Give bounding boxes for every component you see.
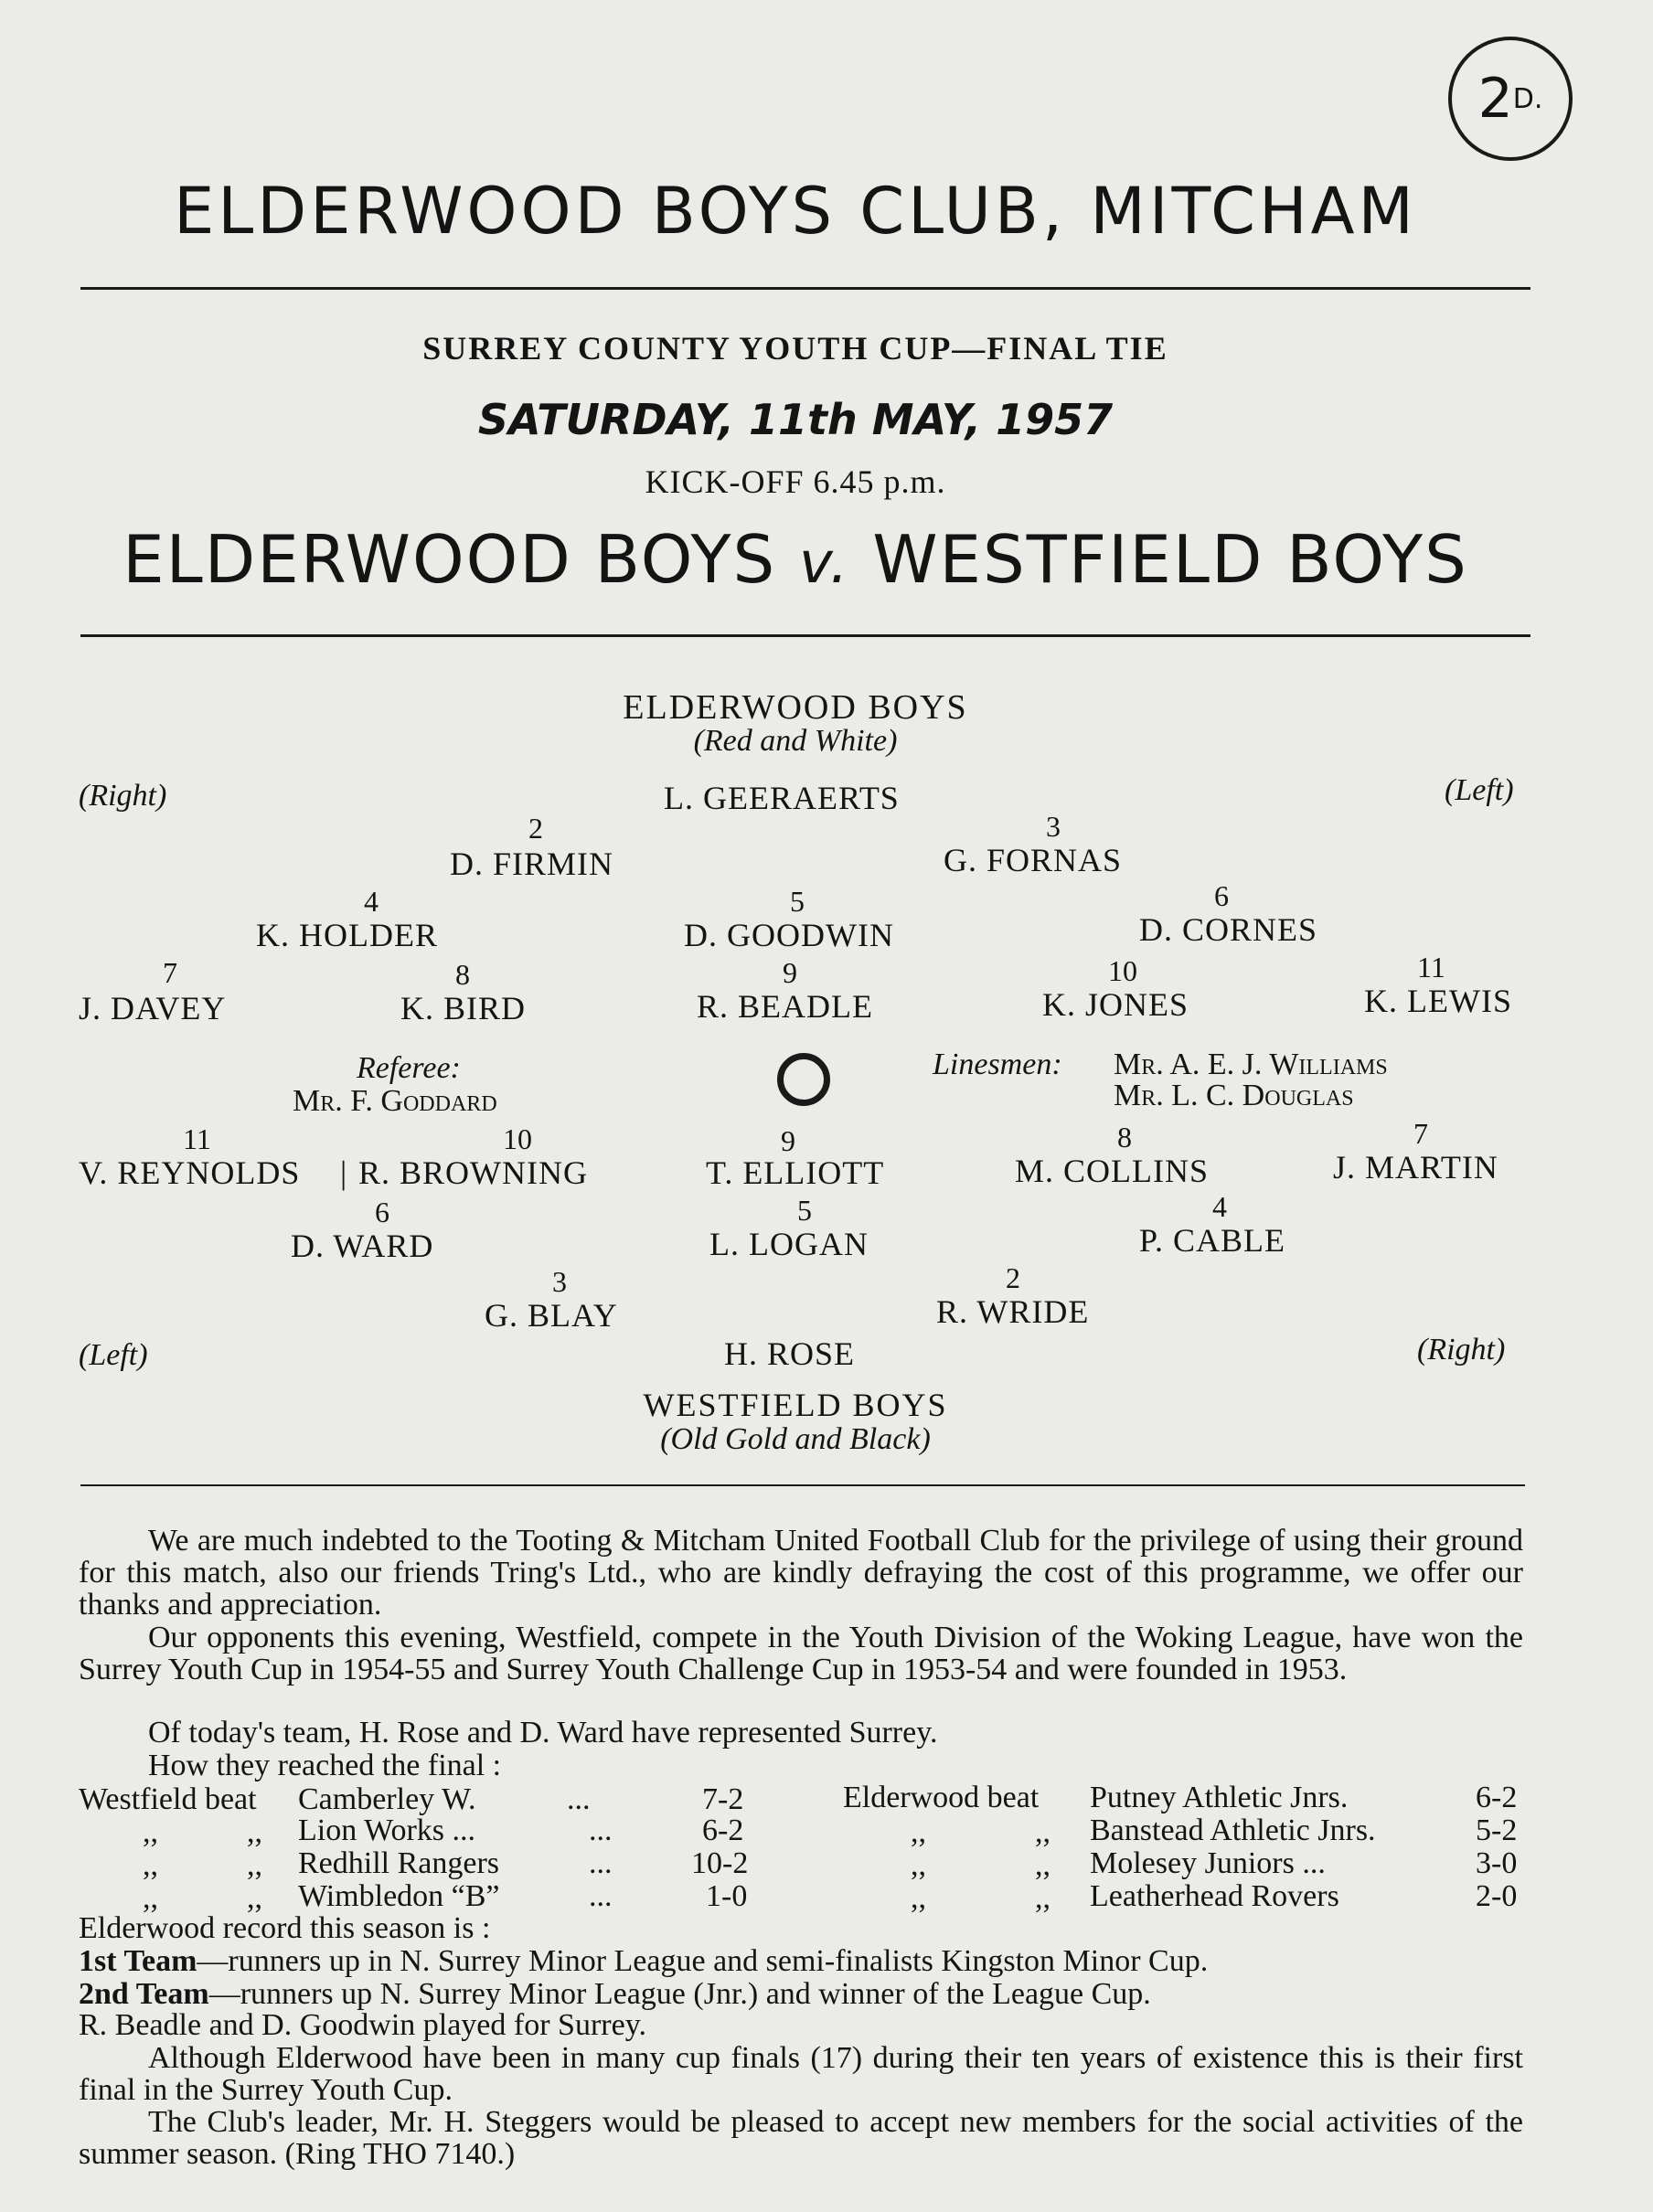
note-paragraph xyxy=(79,1622,1523,1686)
player-name: R. WRIDE xyxy=(936,1293,1090,1330)
player-number: 7 xyxy=(163,956,177,989)
westfield-left-label: (Left) xyxy=(79,1338,148,1372)
ditto: ,, xyxy=(143,1881,158,1915)
player-name: D. CORNES xyxy=(1139,911,1318,948)
note-text: The Club's leader, Mr. H. Steggers would be pleased to accept new members for the social activities of the summer season. (Ring THO 7140.) xyxy=(79,2105,1523,2171)
first-team-record xyxy=(79,1945,1208,1977)
player-name: G. BLAY xyxy=(485,1297,618,1334)
player-number: 3 xyxy=(1046,810,1061,843)
player-name: G. FORNAS xyxy=(944,842,1123,878)
player-name: K. HOLDER xyxy=(256,917,438,953)
result-team: Banstead Athletic Jnrs. xyxy=(1090,1813,1376,1847)
elderwood-left-label: (Left) xyxy=(1445,773,1514,807)
player-name: J. DAVEY xyxy=(79,990,227,1026)
ditto: ,, xyxy=(247,1881,262,1915)
result-score: 3-0 xyxy=(1476,1846,1518,1880)
second-team-text: —runners up N. Surrey Minor League (Jnr.) and winner of the League Cup. xyxy=(208,1977,1151,2011)
player-number: 10 xyxy=(1108,954,1137,987)
ditto: ,, xyxy=(911,1815,926,1849)
versus: v. xyxy=(799,529,850,596)
westfield-goalkeeper: H. ROSE xyxy=(724,1335,856,1372)
first-team-text: —runners up in N. Surrey Minor League and semi-finalists Kingston Minor Cup. xyxy=(197,1944,1209,1978)
player-number: 5 xyxy=(797,1194,812,1227)
result-team: Leatherhead Rovers xyxy=(1090,1879,1339,1913)
second-team-label: 2nd Team xyxy=(79,1977,209,2011)
player-number: 8 xyxy=(455,958,470,991)
linesman-1: Mr. A. E. J. Williams xyxy=(1114,1048,1388,1081)
result-score: 1-0 xyxy=(706,1879,748,1913)
ditto: ,, xyxy=(143,1815,158,1849)
match-date: SATURDAY, 11th MAY, 1957 xyxy=(477,395,1114,444)
player-name: K. LEWIS xyxy=(1364,983,1512,1019)
player-number: 6 xyxy=(375,1196,389,1228)
club-title: ELDERWOOD BOYS CLUB, MITCHAM xyxy=(174,174,1417,249)
price-badge xyxy=(1448,37,1573,161)
ditto: ,, xyxy=(247,1848,262,1882)
player-number: 11 xyxy=(1417,951,1445,984)
linesmen-label: Linesmen: xyxy=(933,1048,1062,1081)
referee-name: Mr. F. Goddard xyxy=(293,1084,497,1118)
player-number: 4 xyxy=(1212,1190,1227,1223)
result-team: Redhill Rangers xyxy=(298,1846,500,1880)
record-intro: Elderwood record this season is : xyxy=(79,1911,491,1945)
player-name: L. LOGAN xyxy=(709,1226,869,1262)
note-text: Our opponents this evening, Westfield, compete in the Youth Division of the Woking League, have won the Surrey Youth Cup in 1954-55 and Surrey Youth Challenge Cup in 1953-54 and were founded in 1953. xyxy=(79,1621,1523,1686)
player-name: K. BIRD xyxy=(400,990,527,1026)
elderwood-colours: (Red and White) xyxy=(693,724,898,758)
result-score: 10-2 xyxy=(691,1846,749,1880)
note-paragraph xyxy=(79,2106,1523,2170)
kickoff-time: KICK-OFF 6.45 p.m. xyxy=(645,463,946,500)
result-score: 2-0 xyxy=(1476,1879,1518,1913)
player-number: 5 xyxy=(790,885,805,918)
note-text: Although Elderwood have been in many cup finals (17) during their ten years of existence this is their first final in the Surrey Youth Cup. xyxy=(79,2041,1523,2107)
player-name: J. MARTIN xyxy=(1333,1149,1498,1186)
away-team: WESTFIELD BOYS xyxy=(872,521,1468,598)
result-score: 6-2 xyxy=(1476,1781,1518,1814)
player-name: D. FIRMIN xyxy=(450,845,614,882)
note-paragraph xyxy=(79,1525,1523,1621)
fixture-title xyxy=(0,521,1591,598)
result-score: 5-2 xyxy=(1476,1813,1518,1847)
player-name: M. COLLINS xyxy=(1015,1153,1210,1189)
player-number: 9 xyxy=(783,956,797,989)
westfield-colours: (Old Gold and Black) xyxy=(660,1422,931,1456)
player-number: 7 xyxy=(1413,1117,1428,1150)
note-paragraph: How they reached the final : xyxy=(148,1749,502,1782)
player-name: V. REYNOLDS xyxy=(79,1154,301,1191)
fixture-rule xyxy=(80,634,1530,637)
result-team: Camberley W. xyxy=(298,1782,476,1816)
dots: ... xyxy=(567,1782,591,1816)
elderwood-right-label: (Right) xyxy=(79,779,167,813)
ditto: ,, xyxy=(911,1848,926,1882)
ditto: ,, xyxy=(911,1881,926,1915)
player-name: P. CABLE xyxy=(1139,1222,1286,1259)
note-paragraph: Of today's team, H. Rose and D. Ward have represented Surrey. xyxy=(148,1716,938,1749)
player-name: R. BEADLE xyxy=(697,988,873,1025)
result-team: Putney Athletic Jnrs. xyxy=(1090,1781,1349,1814)
result-team: Wimbledon “B” xyxy=(298,1879,500,1913)
second-team-record xyxy=(79,1978,1151,2010)
divider-mark: | xyxy=(340,1154,347,1191)
player-number: 6 xyxy=(1214,879,1229,912)
ball-icon xyxy=(777,1053,830,1106)
player-number: 3 xyxy=(552,1265,567,1298)
result-team: Molesey Juniors ... xyxy=(1090,1846,1326,1880)
price-value: 2 xyxy=(1477,67,1513,131)
ditto: ,, xyxy=(1035,1848,1050,1882)
result-score: 7-2 xyxy=(702,1782,744,1816)
player-name: K. JONES xyxy=(1042,986,1189,1023)
player-name: D. WARD xyxy=(291,1228,434,1264)
westfield-prefix: Westfield beat xyxy=(79,1782,257,1816)
westfield-title: WESTFIELD BOYS xyxy=(643,1387,948,1423)
player-name: T. ELLIOTT xyxy=(706,1154,885,1191)
player-number: 2 xyxy=(528,812,543,845)
elderwood-goalkeeper: L. GEERAERTS xyxy=(664,780,900,816)
westfield-right-label: (Right) xyxy=(1417,1333,1506,1367)
ditto: ,, xyxy=(247,1815,262,1849)
surrey-players-note: R. Beadle and D. Goodwin played for Surrey. xyxy=(79,2008,646,2042)
lineup-rule xyxy=(80,1484,1525,1486)
player-number: 4 xyxy=(364,885,379,918)
dots: ... xyxy=(589,1813,613,1847)
linesman-2: Mr. L. C. Douglas xyxy=(1114,1079,1354,1112)
top-rule xyxy=(80,287,1530,290)
ditto: ,, xyxy=(1035,1815,1050,1849)
referee-label: Referee: xyxy=(357,1051,461,1085)
player-number: 2 xyxy=(1006,1261,1020,1294)
first-team-label: 1st Team xyxy=(79,1944,197,1978)
elderwood-prefix: Elderwood beat xyxy=(843,1781,1040,1814)
note-text: We are much indebted to the Tooting & Mitcham United Football Club for the privilege of using their ground for this match, also our friends Tring's Ltd., who are kindly defraying the cost of this programme, we offer our thanks and appreciation. xyxy=(79,1524,1523,1622)
ditto: ,, xyxy=(143,1848,158,1882)
player-name: D. GOODWIN xyxy=(684,917,894,953)
result-score: 6-2 xyxy=(702,1813,744,1847)
competition-title: SURREY COUNTY YOUTH CUP—FINAL TIE xyxy=(422,330,1168,367)
elderwood-title: ELDERWOOD BOYS xyxy=(623,688,968,727)
dots: ... xyxy=(589,1846,613,1880)
player-number: 9 xyxy=(781,1124,795,1157)
note-paragraph xyxy=(79,2042,1523,2106)
ditto: ,, xyxy=(1035,1881,1050,1915)
player-name: R. BROWNING xyxy=(358,1154,588,1191)
dots: ... xyxy=(589,1879,613,1913)
player-number: 8 xyxy=(1117,1121,1132,1154)
home-team: ELDERWOOD BOYS xyxy=(123,521,777,598)
price-unit: D. xyxy=(1512,82,1543,115)
player-number: 11 xyxy=(183,1122,211,1155)
result-team: Lion Works ... xyxy=(298,1813,476,1847)
player-number: 10 xyxy=(503,1122,532,1155)
